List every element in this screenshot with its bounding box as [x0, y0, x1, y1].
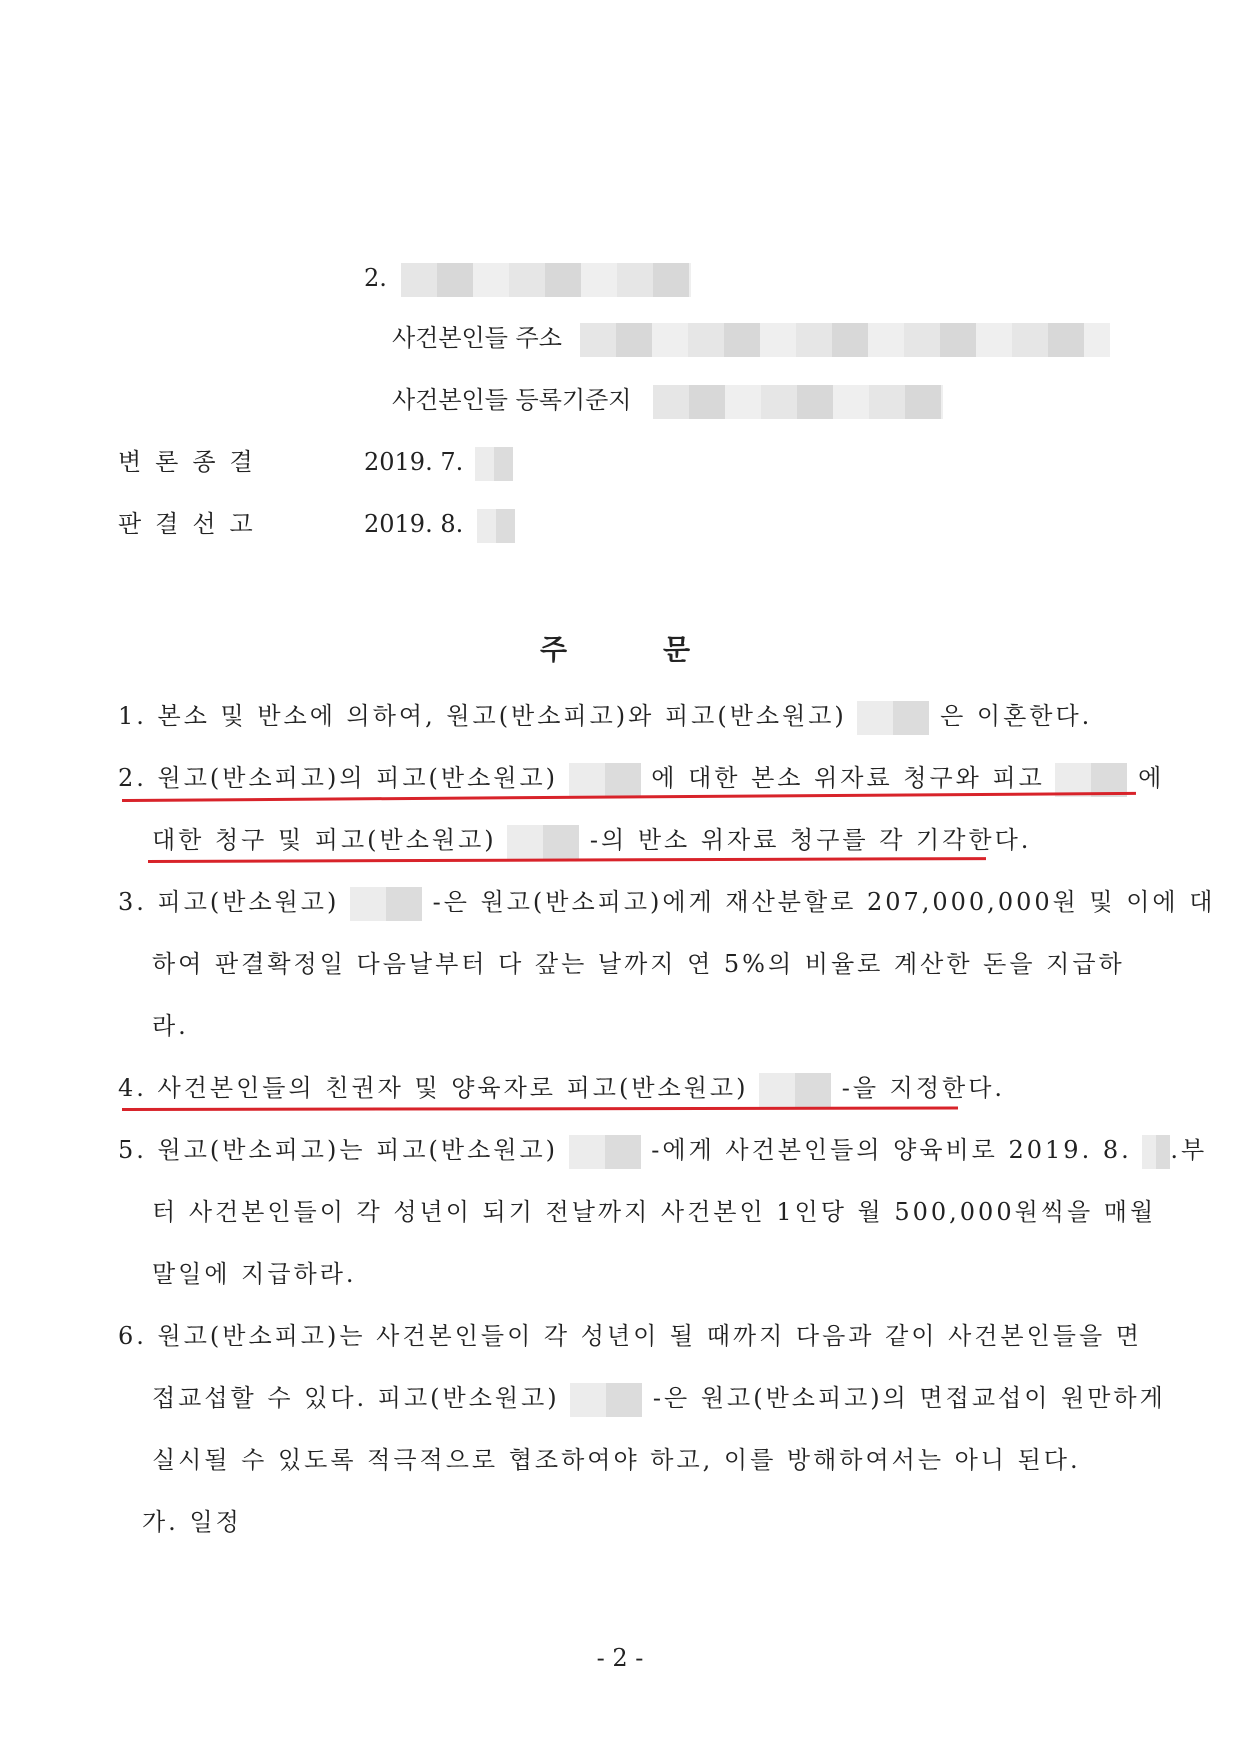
item-5-text-c: .부: [1170, 1136, 1208, 1164]
red-underline: [122, 1107, 958, 1111]
item-6-line-1: 6. 원고(반소피고)는 사건본인들이 각 성년이 될 때까지 다음과 같이 사건본인들을 면: [118, 1322, 1142, 1350]
redacted-name: [401, 263, 691, 297]
verdict-row: [364, 508, 515, 543]
item-2-text-d: 대한 청구 및 피고(반소원고): [152, 826, 497, 854]
redacted-name: [759, 1073, 831, 1107]
item-2-line-2: [152, 824, 1031, 859]
item-2-line-1: [118, 762, 1164, 797]
closing-row: [364, 446, 513, 481]
redacted-address: [580, 323, 1110, 357]
verdict-date: 2019. 8.: [364, 510, 464, 538]
party-2-number: 2.: [364, 264, 387, 292]
item-6-text-b: 접교섭할 수 있다. 피고(반소원고): [152, 1384, 560, 1412]
redacted-day: [477, 509, 515, 543]
verdict-label: 판결선고: [118, 510, 267, 538]
item-6-text-c: -은 원고(반소피고)의 면접교섭이 원만하게: [652, 1384, 1166, 1412]
item-4: [118, 1072, 1005, 1107]
title-right: 문: [663, 633, 691, 666]
item-1-text-b: 은 이혼한다.: [940, 702, 1093, 730]
redacted-name: [569, 763, 641, 797]
item-3-line-2: 하여 판결확정일 다음날부터 다 갚는 날까지 연 5%의 비율로 계산한 돈을 지급하: [152, 950, 1125, 978]
item-2-text-e: -의 반소 위자료 청구를 각 기각한다.: [589, 826, 1032, 854]
item-2-text-a: 2. 원고(반소피고)의 피고(반소원고): [118, 764, 559, 792]
redacted-name: [570, 1383, 642, 1417]
item-2-text-c: 에: [1138, 764, 1165, 792]
item-4-text-a: 4. 사건본인들의 친권자 및 양육자로 피고(반소원고): [118, 1074, 749, 1102]
item-3-text-a: 3. 피고(반소원고): [118, 888, 340, 916]
item-2-text-b: 에 대한 본소 위자료 청구와 피고: [651, 764, 1045, 792]
item-4-text-b: -을 지정한다.: [841, 1074, 1006, 1102]
item-1: [118, 700, 1092, 735]
item-5-text-a: 5. 원고(반소피고)는 피고(반소원고): [118, 1136, 559, 1164]
address-row: [392, 322, 1110, 357]
closing-label: 변론종결: [118, 448, 267, 476]
item-3-text-b: -은 원고(반소피고)에게 재산분할로 207,000,000원 및 이에 대: [432, 888, 1216, 916]
item-5-line-1: [118, 1134, 1207, 1169]
redacted-day: [1142, 1135, 1170, 1169]
page-number: - 2 -: [596, 1644, 644, 1672]
redacted-registry: [653, 385, 943, 419]
redacted-name: [350, 887, 422, 921]
title-left: 주: [540, 633, 568, 666]
item-3-line-1: [118, 886, 1215, 921]
item-5-line-2: 터 사건본인들이 각 성년이 되기 전날까지 사건본인 1인당 월 500,000원씩을 매월: [152, 1198, 1157, 1226]
item-1-text-a: 1. 본소 및 반소에 의하여, 원고(반소피고)와 피고(반소원고): [118, 702, 847, 730]
item-6-line-3: 실시될 수 있도록 적극적으로 협조하여야 하고, 이를 방해하여서는 아니 된다.: [152, 1446, 1081, 1474]
redacted-name: [857, 701, 929, 735]
item-6-line-2: [152, 1382, 1166, 1417]
item-5-line-3: 말일에 지급하라.: [152, 1260, 357, 1288]
redacted-day: [475, 447, 513, 481]
sub-item-ga: 가. 일정: [142, 1508, 242, 1536]
address-label: 사건본인들 주소: [392, 324, 562, 352]
redacted-name: [569, 1135, 641, 1169]
registry-row: [392, 384, 943, 419]
item-3-line-3: 라.: [152, 1012, 189, 1040]
closing-date: 2019. 7.: [364, 448, 464, 476]
registry-label: 사건본인들 등록기준지: [392, 386, 632, 414]
item-5-text-b: -에게 사건본인들의 양육비로 2019. 8.: [651, 1136, 1132, 1164]
redacted-name: [507, 825, 579, 859]
party-2: [364, 262, 691, 297]
